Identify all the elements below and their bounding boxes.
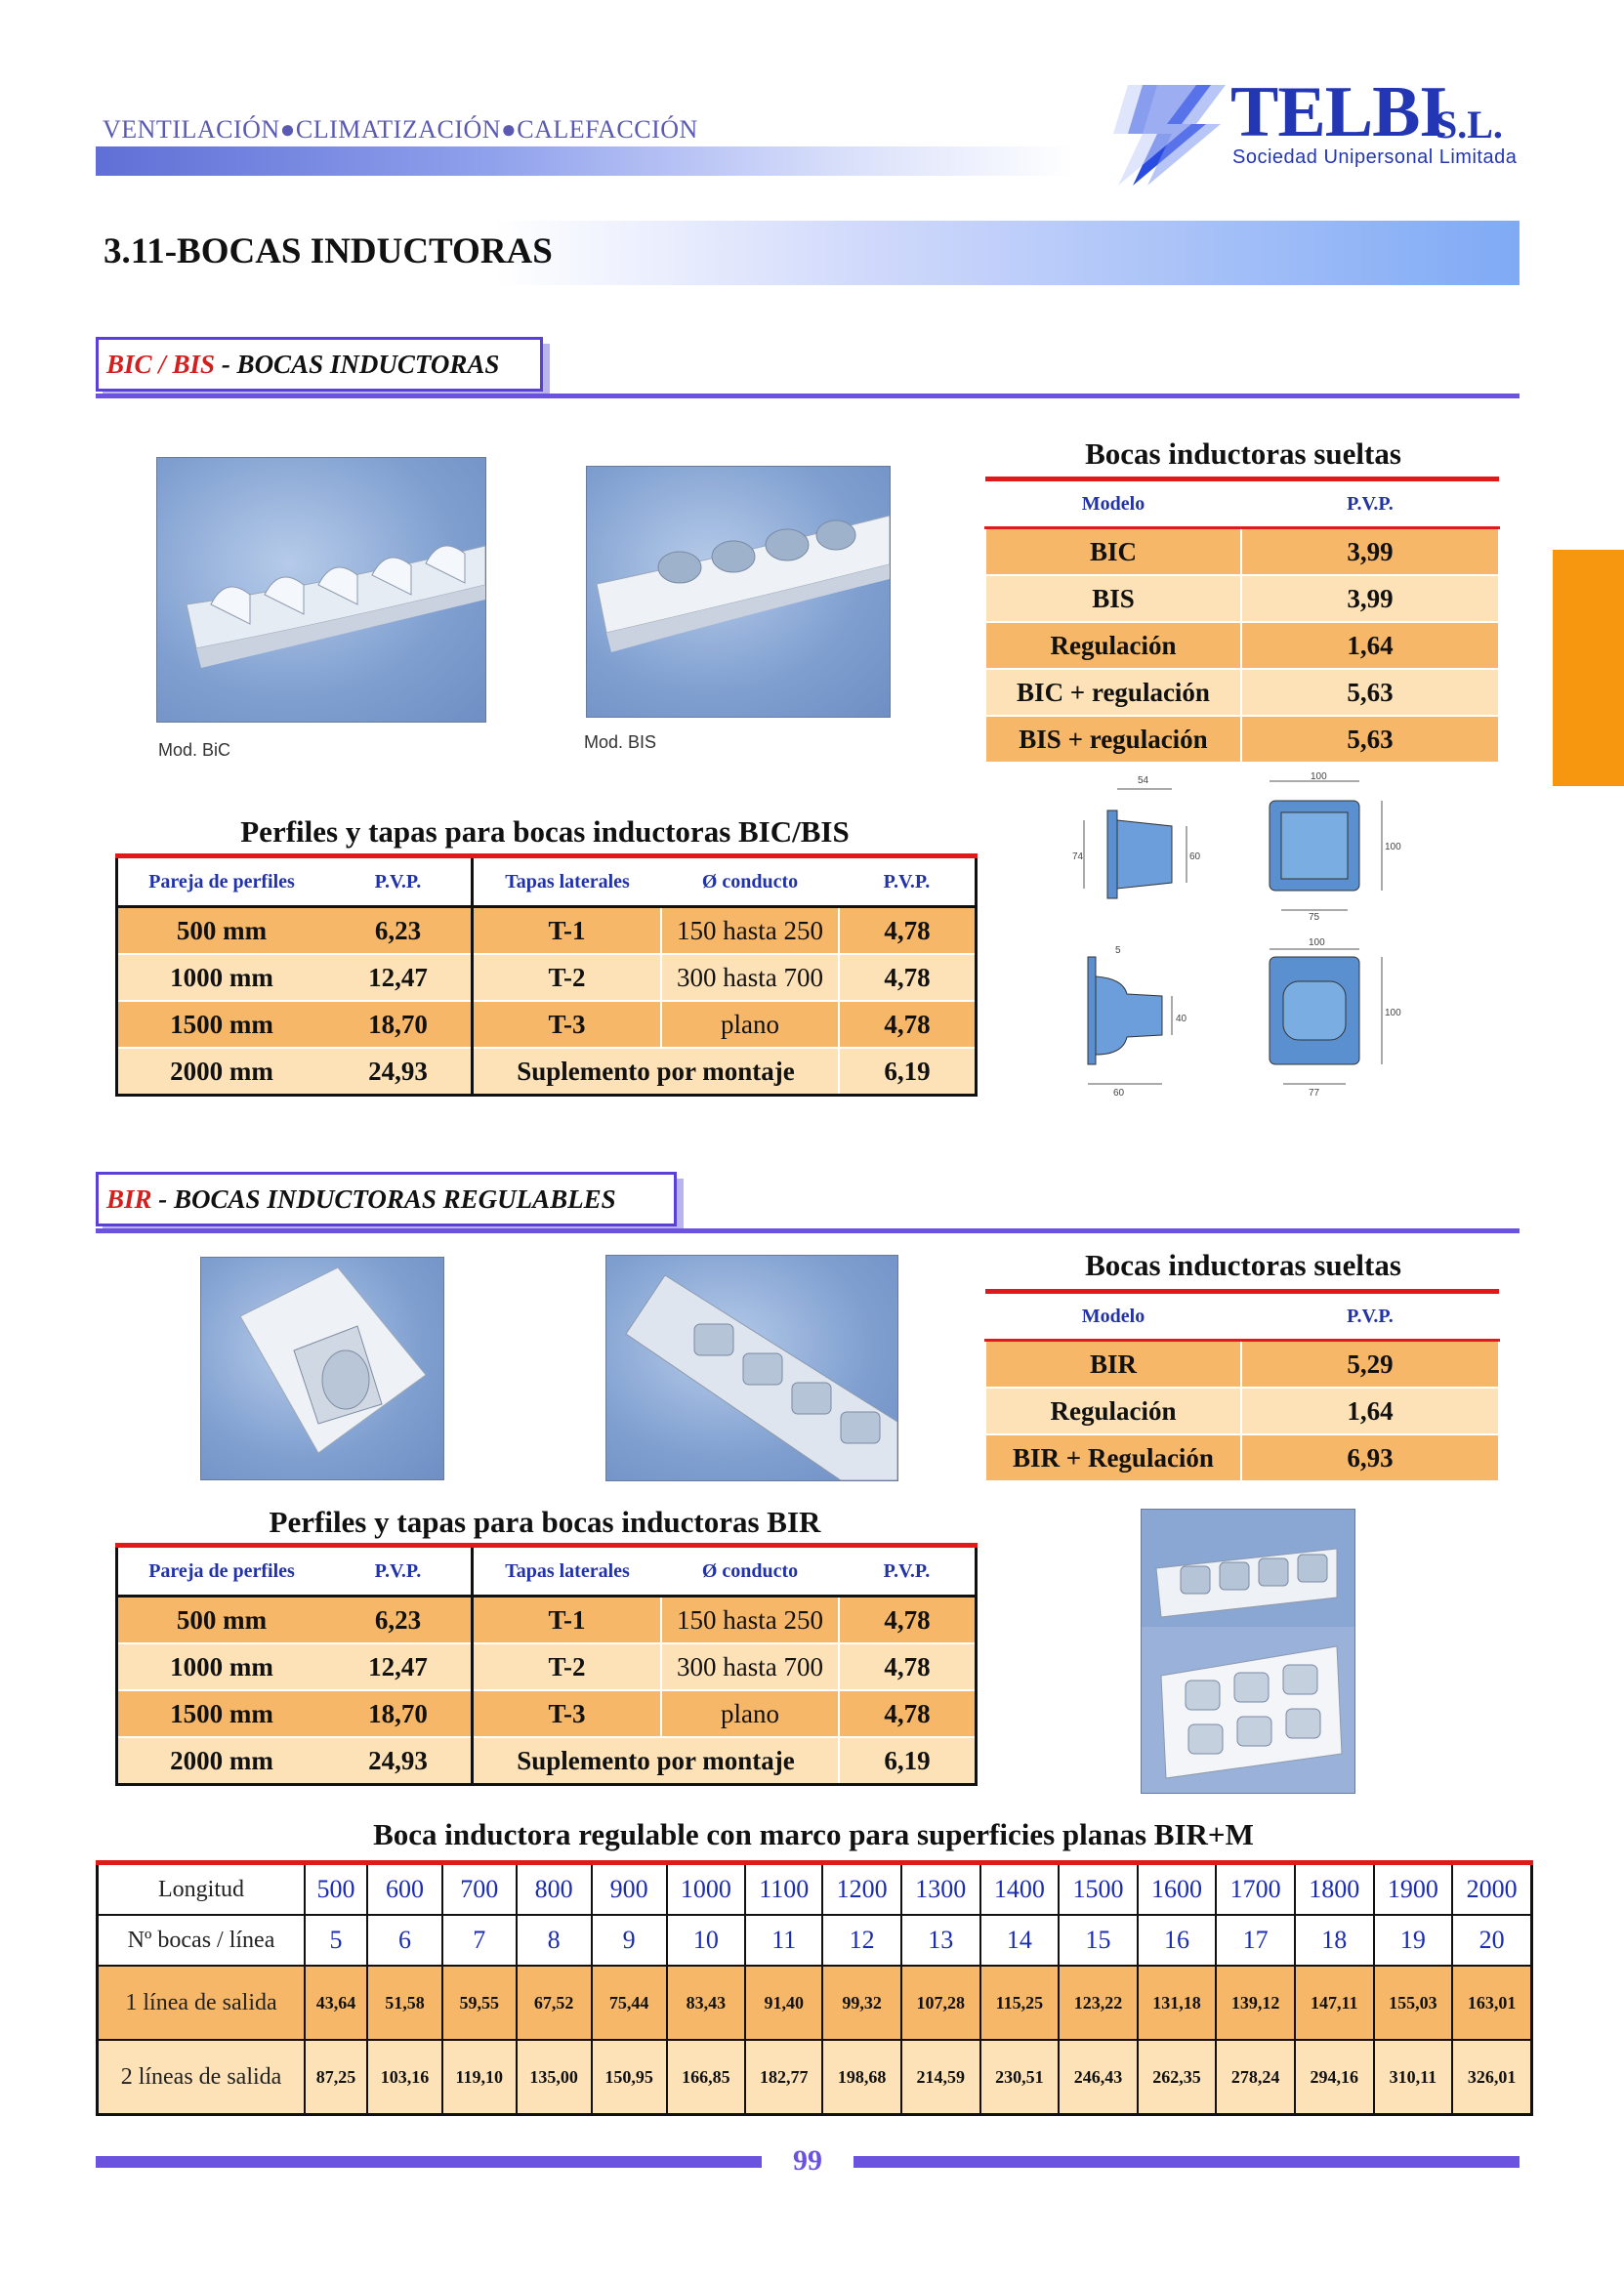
- table-cell: 1300: [901, 1863, 980, 1916]
- table-row: [985, 716, 1499, 763]
- dim-label: 100: [1309, 937, 1325, 948]
- table-cell: 51,58: [367, 1966, 442, 2040]
- table-row: [985, 669, 1499, 716]
- table-cell: 198,68: [822, 2040, 901, 2115]
- table-cell: 14: [980, 1915, 1060, 1966]
- col-header-pvp: P.V.P.: [1241, 1292, 1499, 1341]
- cell: 24,93: [325, 1737, 473, 1785]
- table-row: [117, 1643, 977, 1690]
- table-cell: 119,10: [442, 2040, 517, 2115]
- row-label: Nº bocas / línea: [98, 1915, 306, 1966]
- col-header-conducto: Ø conducto: [661, 856, 839, 907]
- cell: 6,19: [839, 1737, 977, 1785]
- cell: 500 mm: [117, 1597, 326, 1644]
- page-number: 99: [793, 2144, 822, 2177]
- section-heading-text: - BOCAS INDUCTORAS: [215, 349, 500, 379]
- logo-name: TELBI: [1230, 72, 1447, 152]
- table-cell: 1000: [667, 1863, 746, 1916]
- table-cell: 1400: [980, 1863, 1060, 1916]
- logo-suffix: S.L.: [1436, 103, 1503, 146]
- table-cell: 99,32: [822, 1966, 901, 2040]
- footer-bar-right: [854, 2156, 1520, 2168]
- table-cell: 800: [517, 1863, 592, 1916]
- table-cell: 75,44: [592, 1966, 667, 2040]
- lightning-logo-icon: [1103, 80, 1230, 187]
- dim-label: 5: [1115, 945, 1121, 956]
- table-cell: 278,24: [1216, 2040, 1295, 2115]
- logo-subtitle: Sociedad Unipersonal Limitada: [1232, 146, 1518, 168]
- cell-model: BIS + regulación: [985, 716, 1241, 763]
- table-row: [117, 907, 977, 955]
- cell: T-3: [473, 1690, 662, 1737]
- cell: 4,78: [839, 907, 977, 955]
- table-row: [985, 622, 1499, 669]
- row-label: Longitud: [98, 1863, 306, 1916]
- cell-model: BIS: [985, 575, 1241, 622]
- dim-label: 100: [1385, 1008, 1401, 1018]
- table-cell: 246,43: [1059, 2040, 1138, 2115]
- cell: T-2: [473, 1643, 662, 1690]
- section-divider: [96, 394, 1520, 398]
- table-row: [117, 1001, 977, 1048]
- loose-table-title: Bocas inductoras sueltas: [1085, 1248, 1401, 1282]
- table-cell: 139,12: [1216, 1966, 1295, 2040]
- cell: 2000 mm: [117, 1048, 326, 1096]
- drawing-front-bic: [1270, 771, 1401, 923]
- cell: 1500 mm: [117, 1001, 326, 1048]
- cell-price: 1,64: [1241, 1388, 1499, 1434]
- profiles-table-bir: [115, 1543, 978, 1786]
- table-cell: 103,16: [367, 2040, 442, 2115]
- cell: 300 hasta 700: [661, 1643, 839, 1690]
- table-cell: 294,16: [1295, 2040, 1374, 2115]
- page-title: 3.11-BOCAS INDUCTORAS: [104, 231, 553, 271]
- col-header-modelo: Modelo: [985, 1292, 1241, 1341]
- table-row-bocas: [98, 1915, 1532, 1966]
- table-cell: 1700: [1216, 1863, 1295, 1916]
- table-cell: 1100: [745, 1863, 822, 1916]
- table-cell: 5: [305, 1915, 367, 1966]
- photo-mod-bis: [586, 466, 891, 718]
- col-header-pareja: Pareja de perfiles: [117, 856, 326, 907]
- dim-label: 54: [1138, 775, 1149, 786]
- cell: 12,47: [325, 1643, 473, 1690]
- cell: T-3: [473, 1001, 662, 1048]
- table-cell: 19: [1374, 1915, 1453, 1966]
- table-row-longitud: [98, 1863, 1532, 1916]
- table-cell: 163,01: [1452, 1966, 1531, 2040]
- header-gradient-bar: [96, 146, 1072, 176]
- table-row: [117, 1737, 977, 1785]
- loose-table-title: Bocas inductoras sueltas: [1085, 436, 1401, 471]
- drawing-front-bis: [1270, 937, 1401, 1099]
- cell: 6,19: [839, 1048, 977, 1096]
- table-cell: 131,18: [1138, 1966, 1217, 2040]
- photo-bir-single: [200, 1257, 444, 1480]
- table-row: [985, 1341, 1499, 1389]
- table-cell: 43,64: [305, 1966, 367, 2040]
- cell: T-2: [473, 954, 662, 1001]
- table-cell: 1500: [1059, 1863, 1138, 1916]
- cell: 4,78: [839, 1690, 977, 1737]
- table-cell: 13: [901, 1915, 980, 1966]
- table-cell: 18: [1295, 1915, 1374, 1966]
- table-cell: 1600: [1138, 1863, 1217, 1916]
- table-row: [117, 954, 977, 1001]
- table-cell: 123,22: [1059, 1966, 1138, 2040]
- cell-model: BIC: [985, 528, 1241, 576]
- cell-price: 5,63: [1241, 716, 1499, 763]
- cell: 24,93: [325, 1048, 473, 1096]
- table-cell: 700: [442, 1863, 517, 1916]
- table-cell: 214,59: [901, 2040, 980, 2115]
- profiles-table-title: Perfiles y tapas para bocas inductoras BIC/BIS: [240, 814, 850, 849]
- cell: 1500 mm: [117, 1690, 326, 1737]
- table-cell: 11: [745, 1915, 822, 1966]
- telbi-logo: [1103, 72, 1523, 187]
- cell: 6,23: [325, 907, 473, 955]
- section-heading-bir: [96, 1172, 677, 1226]
- cell-price: 5,63: [1241, 669, 1499, 716]
- dim-label: 60: [1113, 1088, 1125, 1099]
- cell: 4,78: [839, 1643, 977, 1690]
- table-cell: 16: [1138, 1915, 1217, 1966]
- cell-price: 3,99: [1241, 528, 1499, 576]
- col-header-pvp: P.V.P.: [1241, 479, 1499, 528]
- photo-bir-m: [1141, 1509, 1355, 1794]
- profiles-table-bic-bis: [115, 853, 978, 1097]
- drawing-side-bic: [1072, 775, 1201, 898]
- table-row: [117, 1048, 977, 1096]
- col-header-pvp: P.V.P.: [325, 1546, 473, 1597]
- cell: Suplemento por montaje: [473, 1737, 840, 1785]
- table-cell: 1800: [1295, 1863, 1374, 1916]
- table-cell: 262,35: [1138, 2040, 1217, 2115]
- dim-label: 100: [1385, 842, 1401, 852]
- col-header-tapas: Tapas laterales: [473, 1546, 662, 1597]
- table-cell: 1900: [1374, 1863, 1453, 1916]
- row-label: 2 líneas de salida: [98, 2040, 306, 2115]
- photo-mod-bic: [156, 457, 486, 723]
- photo-bir-profile: [605, 1255, 898, 1481]
- table-cell: 135,00: [517, 2040, 592, 2115]
- table-cell: 900: [592, 1863, 667, 1916]
- table-cell: 147,11: [1295, 1966, 1374, 2040]
- table-cell: 182,77: [745, 2040, 822, 2115]
- cell: 500 mm: [117, 907, 326, 955]
- table-cell: 1200: [822, 1863, 901, 1916]
- caption-mod-bic: Mod. BiC: [158, 740, 231, 760]
- table-cell: 326,01: [1452, 2040, 1531, 2115]
- table-row: [985, 1388, 1499, 1434]
- cell: 6,23: [325, 1597, 473, 1644]
- cell: 300 hasta 700: [661, 954, 839, 1001]
- table-cell: 150,95: [592, 2040, 667, 2115]
- col-header-pvp: P.V.P.: [325, 856, 473, 907]
- section-heading-bic-bis: [96, 337, 543, 392]
- section-divider: [96, 1228, 1520, 1233]
- section-heading-text: - BOCAS INDUCTORAS REGULABLES: [151, 1183, 616, 1214]
- table-cell: 83,43: [667, 1966, 746, 2040]
- dim-label: 77: [1309, 1088, 1320, 1099]
- table-cell: 6: [367, 1915, 442, 1966]
- cell: 18,70: [325, 1690, 473, 1737]
- col-header-pvp: P.V.P.: [839, 856, 977, 907]
- cell: 18,70: [325, 1001, 473, 1048]
- cell: 12,47: [325, 954, 473, 1001]
- table-cell: 500: [305, 1863, 367, 1916]
- dim-label: 75: [1309, 912, 1320, 923]
- cell-model: BIR + Regulación: [985, 1434, 1241, 1481]
- header-tagline: VENTILACIÓN●CLIMATIZACIÓN●CALEFACCIÓN: [103, 115, 698, 144]
- cell: 1000 mm: [117, 1643, 326, 1690]
- cell: 2000 mm: [117, 1737, 326, 1785]
- table-cell: 8: [517, 1915, 592, 1966]
- cell: 4,78: [839, 1597, 977, 1644]
- cell-model: BIC + regulación: [985, 669, 1241, 716]
- table-cell: 87,25: [305, 2040, 367, 2115]
- cell-model: Regulación: [985, 622, 1241, 669]
- cell: T-1: [473, 1597, 662, 1644]
- table-cell: 9: [592, 1915, 667, 1966]
- cell: 4,78: [839, 1001, 977, 1048]
- technical-drawings: [1064, 771, 1426, 1103]
- table-cell: 166,85: [667, 2040, 746, 2115]
- loose-table-bir: [984, 1289, 1500, 1482]
- col-header-modelo: Modelo: [985, 479, 1241, 528]
- table-cell: 20: [1452, 1915, 1531, 1966]
- table-cell: 155,03: [1374, 1966, 1453, 2040]
- col-header-conducto: Ø conducto: [661, 1546, 839, 1597]
- table-cell: 310,11: [1374, 2040, 1453, 2115]
- cell-model: Regulación: [985, 1388, 1241, 1434]
- caption-mod-bis: Mod. BIS: [584, 732, 657, 752]
- dim-label: 60: [1189, 851, 1201, 862]
- dim-label: 40: [1176, 1014, 1187, 1024]
- table-row: [985, 1434, 1499, 1481]
- cell: 4,78: [839, 954, 977, 1001]
- table-cell: 91,40: [745, 1966, 822, 2040]
- cell: 150 hasta 250: [661, 1597, 839, 1644]
- table-cell: 10: [667, 1915, 746, 1966]
- cell-price: 5,29: [1241, 1341, 1499, 1389]
- cell: 150 hasta 250: [661, 907, 839, 955]
- dim-label: 74: [1072, 851, 1084, 862]
- table-row-linea-2: [98, 2040, 1532, 2115]
- table-cell: 107,28: [901, 1966, 980, 2040]
- table-cell: 59,55: [442, 1966, 517, 2040]
- cell: plano: [661, 1001, 839, 1048]
- loose-table-bic-bis: [984, 477, 1500, 764]
- bir-m-table: [96, 1860, 1533, 2116]
- cell-model: BIR: [985, 1341, 1241, 1389]
- profiles-table-title: Perfiles y tapas para bocas inductoras BIR: [269, 1505, 821, 1539]
- section-tab-marker: [1553, 550, 1624, 786]
- cell-price: 3,99: [1241, 575, 1499, 622]
- table-cell: 600: [367, 1863, 442, 1916]
- cell: Suplemento por montaje: [473, 1048, 840, 1096]
- cell-price: 6,93: [1241, 1434, 1499, 1481]
- footer-bar-left: [96, 2156, 762, 2168]
- dim-label: 100: [1311, 771, 1327, 782]
- cell-price: 1,64: [1241, 622, 1499, 669]
- cell: plano: [661, 1690, 839, 1737]
- table-cell: 67,52: [517, 1966, 592, 2040]
- section-heading-red: BIR: [106, 1183, 152, 1214]
- table-cell: 12: [822, 1915, 901, 1966]
- section-heading-red: BIC / BIS: [106, 349, 216, 379]
- col-header-tapas: Tapas laterales: [473, 856, 662, 907]
- cell: 1000 mm: [117, 954, 326, 1001]
- col-header-pareja: Pareja de perfiles: [117, 1546, 326, 1597]
- bir-m-table-title: Boca inductora regulable con marco para superficies planas BIR+M: [373, 1817, 1254, 1851]
- table-cell: 115,25: [980, 1966, 1060, 2040]
- table-row: [985, 575, 1499, 622]
- table-cell: 230,51: [980, 2040, 1060, 2115]
- cell: T-1: [473, 907, 662, 955]
- table-cell: 17: [1216, 1915, 1295, 1966]
- table-cell: 7: [442, 1915, 517, 1966]
- table-row: [117, 1690, 977, 1737]
- table-cell: 2000: [1452, 1863, 1531, 1916]
- table-cell: 15: [1059, 1915, 1138, 1966]
- row-label: 1 línea de salida: [98, 1966, 306, 2040]
- table-row-linea-1: [98, 1966, 1532, 2040]
- table-row: [985, 528, 1499, 576]
- table-row: [117, 1597, 977, 1644]
- col-header-pvp: P.V.P.: [839, 1546, 977, 1597]
- drawing-side-bis: [1088, 945, 1187, 1099]
